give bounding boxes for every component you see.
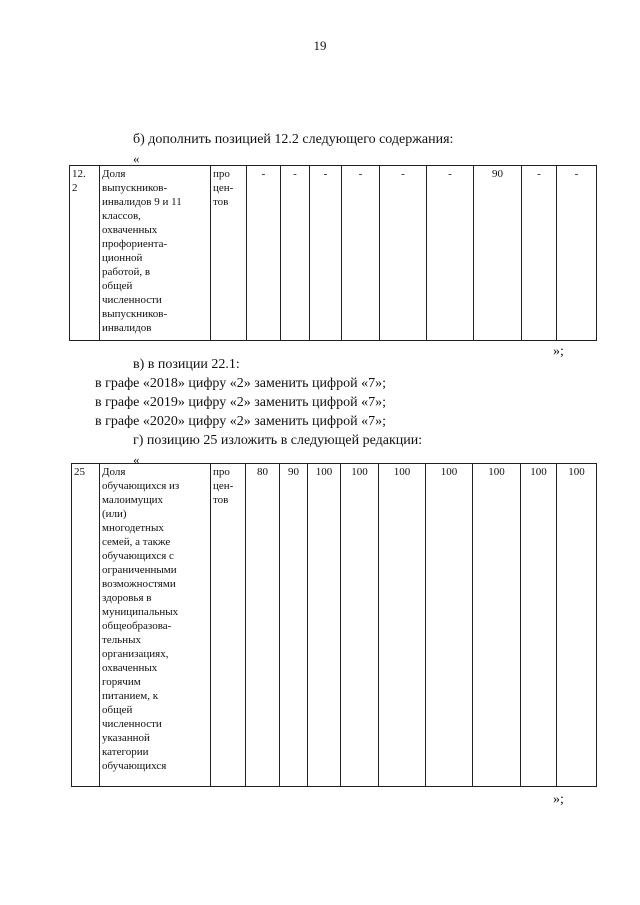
value-cell: 100 [308, 464, 341, 787]
value-cell: - [522, 166, 557, 341]
value-cell: 100 [557, 464, 597, 787]
value-cell: 100 [521, 464, 557, 787]
section-v-heading: в) в позиции 22.1: [133, 357, 240, 372]
value-cell: - [281, 166, 310, 341]
value-cell: 100 [379, 464, 426, 787]
value-cell: - [557, 166, 597, 341]
value-cell: - [247, 166, 281, 341]
value-cell: - [342, 166, 380, 341]
section-v-line-1: в графе «2018» цифру «2» заменить цифрой «7»; [95, 376, 386, 391]
row-number: 25 [72, 464, 100, 787]
table-position-12-2 [69, 165, 597, 341]
table-position-25 [71, 463, 597, 787]
section-g-close-quote: »; [553, 792, 564, 807]
value-cell: 90 [474, 166, 522, 341]
section-g-heading: г) позицию 25 изложить в следующей редакции: [133, 433, 423, 448]
value-cell: - [380, 166, 427, 341]
value-cell: - [310, 166, 342, 341]
table-row [70, 166, 597, 341]
page-number: 19 [313, 38, 327, 53]
table-row [72, 464, 597, 787]
section-v-line-2: в графе «2019» цифру «2» заменить цифрой «7»; [95, 395, 386, 410]
value-cell: 100 [426, 464, 473, 787]
value-cell: 100 [473, 464, 521, 787]
indicator-name: Доля обучающихся из малоимущих (или) многодетных семей, а также обучающихся с ограниченными возможностями здоровья в муниципальных общеобразова- тельных организациях, охваченных горячим питанием, к общей численности указанной категории обучающихся [100, 464, 211, 787]
section-b-open-quote: « [133, 151, 140, 166]
section-b-heading: б) дополнить позицией 12.2 следующего содержания: [133, 132, 454, 147]
section-b-close-quote: »; [553, 344, 564, 359]
value-cell: 100 [341, 464, 379, 787]
section-v-line-3: в графе «2020» цифру «2» заменить цифрой «7»; [95, 414, 386, 429]
section-g-open-quote: « [133, 452, 140, 467]
indicator-name: Доля выпускников- инвалидов 9 и 11 классов, охваченных профориента- ционной работой, в общей численности выпускников- инвалидов [100, 166, 211, 341]
value-cell: 80 [246, 464, 280, 787]
value-cell: - [427, 166, 474, 341]
unit-cell: про цен- тов [211, 464, 246, 787]
unit-cell: про цен- тов [211, 166, 247, 341]
value-cell: 90 [280, 464, 308, 787]
row-number: 12. 2 [70, 166, 100, 341]
